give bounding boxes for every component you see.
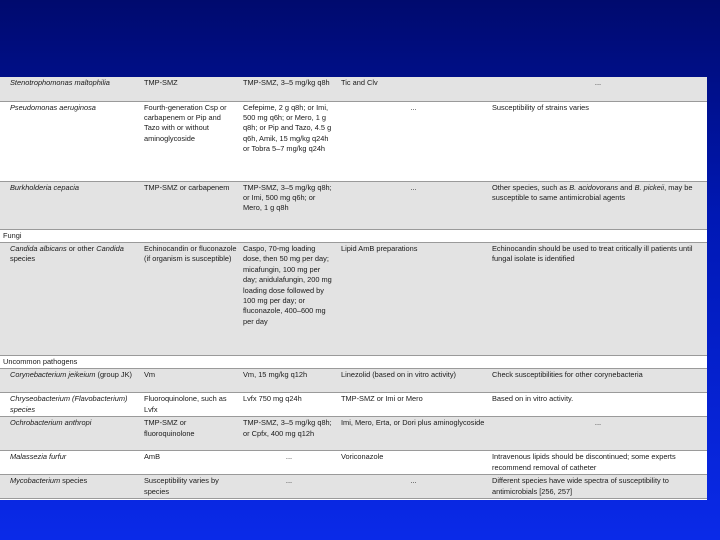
alternative-cell: Linezolid (based on in vitro activity) [338,369,489,393]
table-row [0,417,707,451]
dose-cell: TMP-SMZ, 3–5 mg/kg q8h; or Cpfx, 400 mg q12h [240,417,338,451]
alternative-cell: Tic and Clv [338,77,489,101]
ellipsis: ... [410,102,417,112]
comment-cell: Different species have wide spectra of susceptibility to antimicrobials [256, 257] [489,475,707,499]
species-name: Candida albicans [10,243,67,253]
alternative-cell: Lipid AmB preparations [338,242,489,355]
first-choice-cell: Fourth-generation Csp or carbapenem or Pip and Tazo with or without aminoglycoside [141,101,240,181]
table-row [0,181,707,229]
organism-cell: Chryseobacterium (Flavobacterium) species [0,393,141,417]
ellipsis: ... [410,476,417,486]
first-choice-cell: TMP-SMZ or carbapenem [141,181,240,229]
table-row [0,451,707,475]
species-name: B. pickeii [634,182,665,192]
comment-cell [489,181,707,229]
section-row [0,355,707,368]
dose-cell: TMP-SMZ, 3–5 mg/kg q8h; or Imi, 500 mg q6h; or Mero, 1 g q8h [240,181,338,229]
alternative-cell [338,475,489,499]
alternative-cell: Voriconazole [338,451,489,475]
ellipsis: ... [410,182,417,192]
species-name: Mycobacterium [10,476,61,486]
dose-cell: Cefepime, 2 g q8h; or Imi, 500 mg q6h; or Mero, 1 g q8h; or Pip and Tazo, 4.5 g q6h, Amik, 15 mg/kg q24h or Tobra 5–7 mg/kg q24h [240,101,338,181]
first-choice-cell: Fluoroquinolone, such as Lvfx [141,393,240,417]
section-row [0,229,707,242]
organism-text: species [10,254,36,264]
dose-cell: TMP-SMZ, 3–5 mg/kg q8h [240,77,338,101]
first-choice-cell: TMP-SMZ [141,77,240,101]
dose-cell: Caspo, 70-mg loading dose, then 50 mg per day; micafungin, 100 mg per day; anidulafungin, 200 mg loading dose followed by 100 mg per day; or fluconazole, 400–600 mg per day [240,242,338,355]
ellipsis: ... [594,78,602,87]
organism-cell [0,475,141,499]
pathogen-treatment-table [0,77,707,499]
organism-cell: Malassezia furfur [0,451,141,475]
organism-cell [0,369,141,393]
organism-cell: Burkholderia cepacia [0,181,141,229]
alternative-cell: TMP-SMZ or Imi or Mero [338,393,489,417]
organism-cell: Ochrobacterium anthropi [0,417,141,451]
dose-cell [240,475,338,499]
organism-text: or other [66,243,97,253]
alternative-cell: Imi, Mero, Erta, or Dori plus aminoglycoside [338,417,489,451]
comment-text: , may be susceptible to same antimicrobial agents [492,182,693,202]
table-sheet [0,77,707,500]
organism-text: (group JK) [95,370,132,380]
comment-cell [489,77,707,101]
first-choice-cell: TMP-SMZ or fluoroquinolone [141,417,240,451]
dose-cell: Vm, 15 mg/kg q12h [240,369,338,393]
dose-cell [240,451,338,475]
first-choice-cell: Echinocandin or fluconazole (if organism is susceptible) [141,242,240,355]
section-heading: Fungi [0,229,707,242]
comment-cell: Check susceptibilities for other corynebacteria [489,369,707,393]
first-choice-cell: AmB [141,451,240,475]
organism-cell: Stenotrophomonas maltophilia [0,77,141,101]
comment-cell [489,417,707,451]
first-choice-cell: Susceptibility varies by species [141,475,240,499]
alternative-cell [338,181,489,229]
table-row [0,393,707,417]
table-row [0,475,707,499]
dose-cell: Lvfx 750 mg q24h [240,393,338,417]
organism-cell [0,242,141,355]
comment-cell: Echinocandin should be used to treat critically ill patients until fungal isolate is identified [489,242,707,355]
comment-text: and [618,182,635,192]
comment-text: Other species, such as [492,182,570,192]
organism-cell: Pseudomonas aeruginosa [0,101,141,181]
ellipsis: ... [285,476,293,486]
table-row [0,369,707,393]
comment-cell: Susceptibility of strains varies [489,101,707,181]
ellipsis: ... [285,452,293,462]
comment-cell: Intravenous lipids should be discontinued; some experts recommend removal of catheter [489,451,707,475]
organism-text: species [60,476,88,486]
species-name: Corynebacterium jeikeium [10,370,96,380]
table-row [0,77,707,101]
alternative-cell [338,101,489,181]
species-name: Candida [96,243,124,253]
section-heading: Uncommon pathogens [0,355,707,368]
species-name: B. acidovorans [569,182,619,192]
ellipsis: ... [594,418,602,428]
first-choice-cell: Vm [141,369,240,393]
comment-cell: Based on in vitro activity. [489,393,707,417]
table-row [0,242,707,355]
table-row [0,101,707,181]
